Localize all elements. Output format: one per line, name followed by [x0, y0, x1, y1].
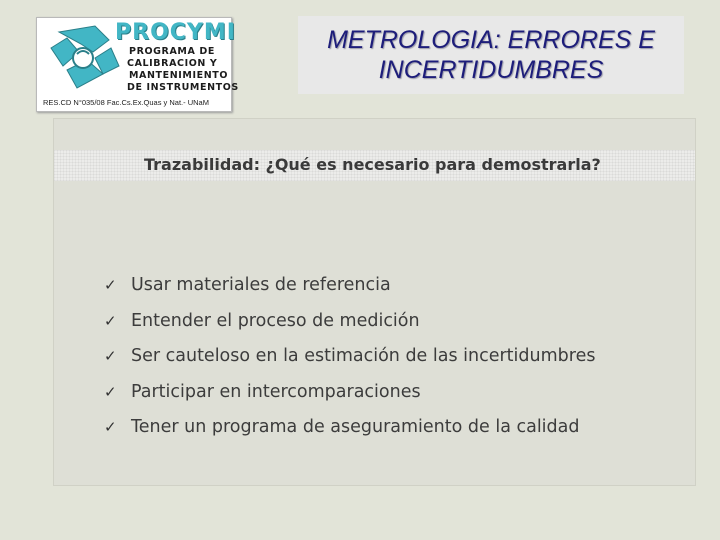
checkmark-icon: ✓ — [104, 311, 117, 330]
slide-title-line-1: METROLOGIA: ERRORES E — [327, 26, 655, 54]
heading-bar — [54, 150, 695, 181]
procymi-logo — [36, 17, 239, 112]
checkmark-icon: ✓ — [104, 276, 117, 294]
list-item — [104, 345, 595, 381]
checkmark-icon: ✓ — [104, 347, 117, 365]
list-item-text: Usar materiales de referencia — [131, 275, 391, 295]
logo-line-4: DE INSTRUMENTOS — [127, 82, 239, 93]
procymi-emblem-icon — [37, 18, 127, 98]
section-heading: Trazabilidad: ¿Qué es necesario para demostrarla? — [144, 155, 601, 174]
logo-footer: RES.CD N°035/08 Fac.Cs.Ex.Quas y Nat.- UNaM — [43, 98, 209, 107]
list-item-text: Participar en intercomparaciones — [131, 381, 421, 402]
list-item-text: Entender el proceso de medición — [131, 310, 420, 331]
logo-line-2: CALIBRACION Y — [127, 58, 218, 69]
list-item — [104, 274, 595, 310]
checkmark-icon: ✓ — [104, 418, 117, 436]
content-panel — [53, 118, 696, 486]
slide-title-line-2: INCERTIDUMBRES — [378, 56, 604, 84]
list-item — [104, 416, 595, 452]
bullet-list — [104, 274, 595, 452]
logo-line-3: MANTENIMIENTO — [129, 70, 228, 81]
list-item — [104, 381, 595, 417]
checkmark-icon: ✓ — [104, 382, 117, 401]
slide-title-box — [298, 16, 684, 94]
list-item-text: Ser cauteloso en la estimación de las incertidumbres — [131, 346, 596, 366]
list-item-text: Tener un programa de aseguramiento de la calidad — [131, 417, 580, 437]
logo-title: PROCYMI — [115, 20, 236, 45]
logo-line-1: PROGRAMA DE — [129, 46, 215, 57]
list-item — [104, 310, 595, 346]
